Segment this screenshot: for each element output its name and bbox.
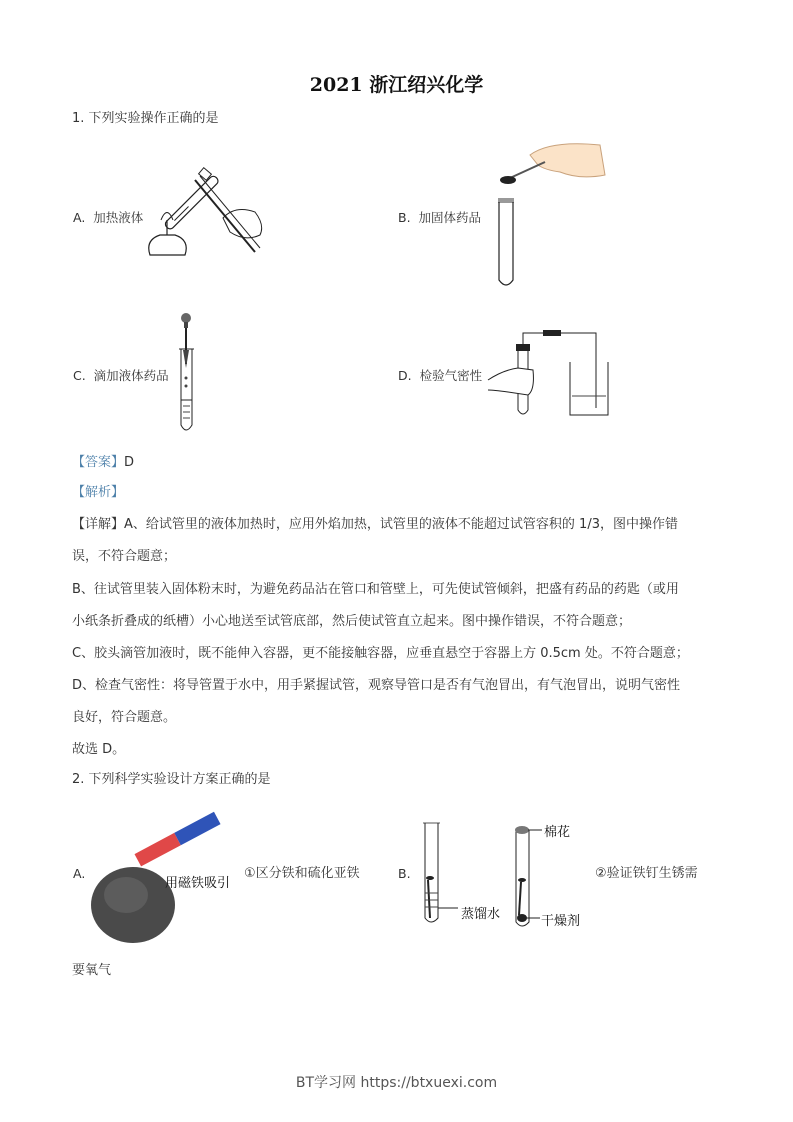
question-1-stem: 1. 下列实验操作正确的是 (72, 111, 219, 126)
explanation-line-7: 良好，符合题意。 (72, 710, 177, 725)
footer-watermark: BT学习网 https://btxuexi.com (295, 1075, 498, 1091)
explanation-line-5: C、胶头滴管加液时，既不能伸入容器，更不能接触容器，应垂直悬空于容器上方 0.5cm 处。不符合题意； (72, 646, 689, 661)
option-label: 加热液体 (93, 210, 144, 225)
airtightness-check-illustration (488, 330, 618, 420)
option-label: 检验气密性 (419, 368, 483, 383)
answer-line (72, 455, 134, 471)
explanation-line-4: 小纸条折叠成的纸槽）小心地送至试管底部，然后使试管直立起来。图中操作错误，不符合题意； (72, 614, 632, 629)
explanation-line-3: B、往试管里装入固体粉末时，为避免药品沾在管口和管壁上，可先使试管倾斜，把盛有药品的药匙（或用 (72, 582, 679, 597)
option-letter: C. (73, 368, 86, 383)
option-letter: A. (73, 210, 86, 225)
q2-option-a-letter: A. (73, 866, 86, 881)
answer-value: D (124, 455, 135, 470)
q2-option-b-letter: B. (398, 866, 411, 881)
option-label: 滴加液体药品 (93, 368, 169, 383)
q2-option-b-label: ②验证铁钉生锈需 (595, 866, 698, 881)
q2-option-b-label-continued: 要氧气 (72, 963, 112, 978)
answer-tag: 【答案】 (72, 455, 125, 470)
q1-option-d (398, 366, 482, 384)
distilled-water-caption: 蒸馏水 (461, 907, 501, 922)
option-letter: D. (398, 368, 412, 383)
analysis-tag: 【解析】 (72, 485, 125, 500)
document-title: 2021 浙江绍兴化学 (309, 74, 484, 96)
magnet-caption: 用磁铁吸引 (165, 876, 231, 891)
question-2-stem: 2. 下列科学实验设计方案正确的是 (72, 772, 271, 787)
conclusion: 故选 D。 (72, 742, 126, 757)
heating-liquid-illustration (145, 170, 270, 265)
cotton-caption: 棉花 (544, 825, 571, 840)
q1-option-a (73, 208, 143, 226)
explanation-line-6: D、检查气密性：将导管置于水中，用手紧握试管，观察导管口是否有气泡冒出，有气泡冒出，说明气密性 (72, 678, 681, 693)
detail-tag: 【详解】 (72, 517, 125, 532)
option-label: 加固体药品 (418, 210, 482, 225)
dropping-liquid-illustration (176, 312, 201, 437)
q1-option-b (398, 208, 481, 226)
option-letter: B. (398, 210, 411, 225)
explanation-line-2: 误，不符合题意； (72, 549, 177, 564)
adding-solid-illustration (490, 140, 610, 290)
q1-option-c (73, 366, 169, 384)
q2-option-a-label: ①区分铁和硫化亚铁 (244, 866, 360, 881)
desiccant-caption: 干燥剂 (541, 914, 581, 929)
explanation-line-1: 【详解】A、给试管里的液体加热时，应用外焰加热，试管里的液体不能超过试管容积的 1/3，图中操作错 (72, 517, 678, 532)
